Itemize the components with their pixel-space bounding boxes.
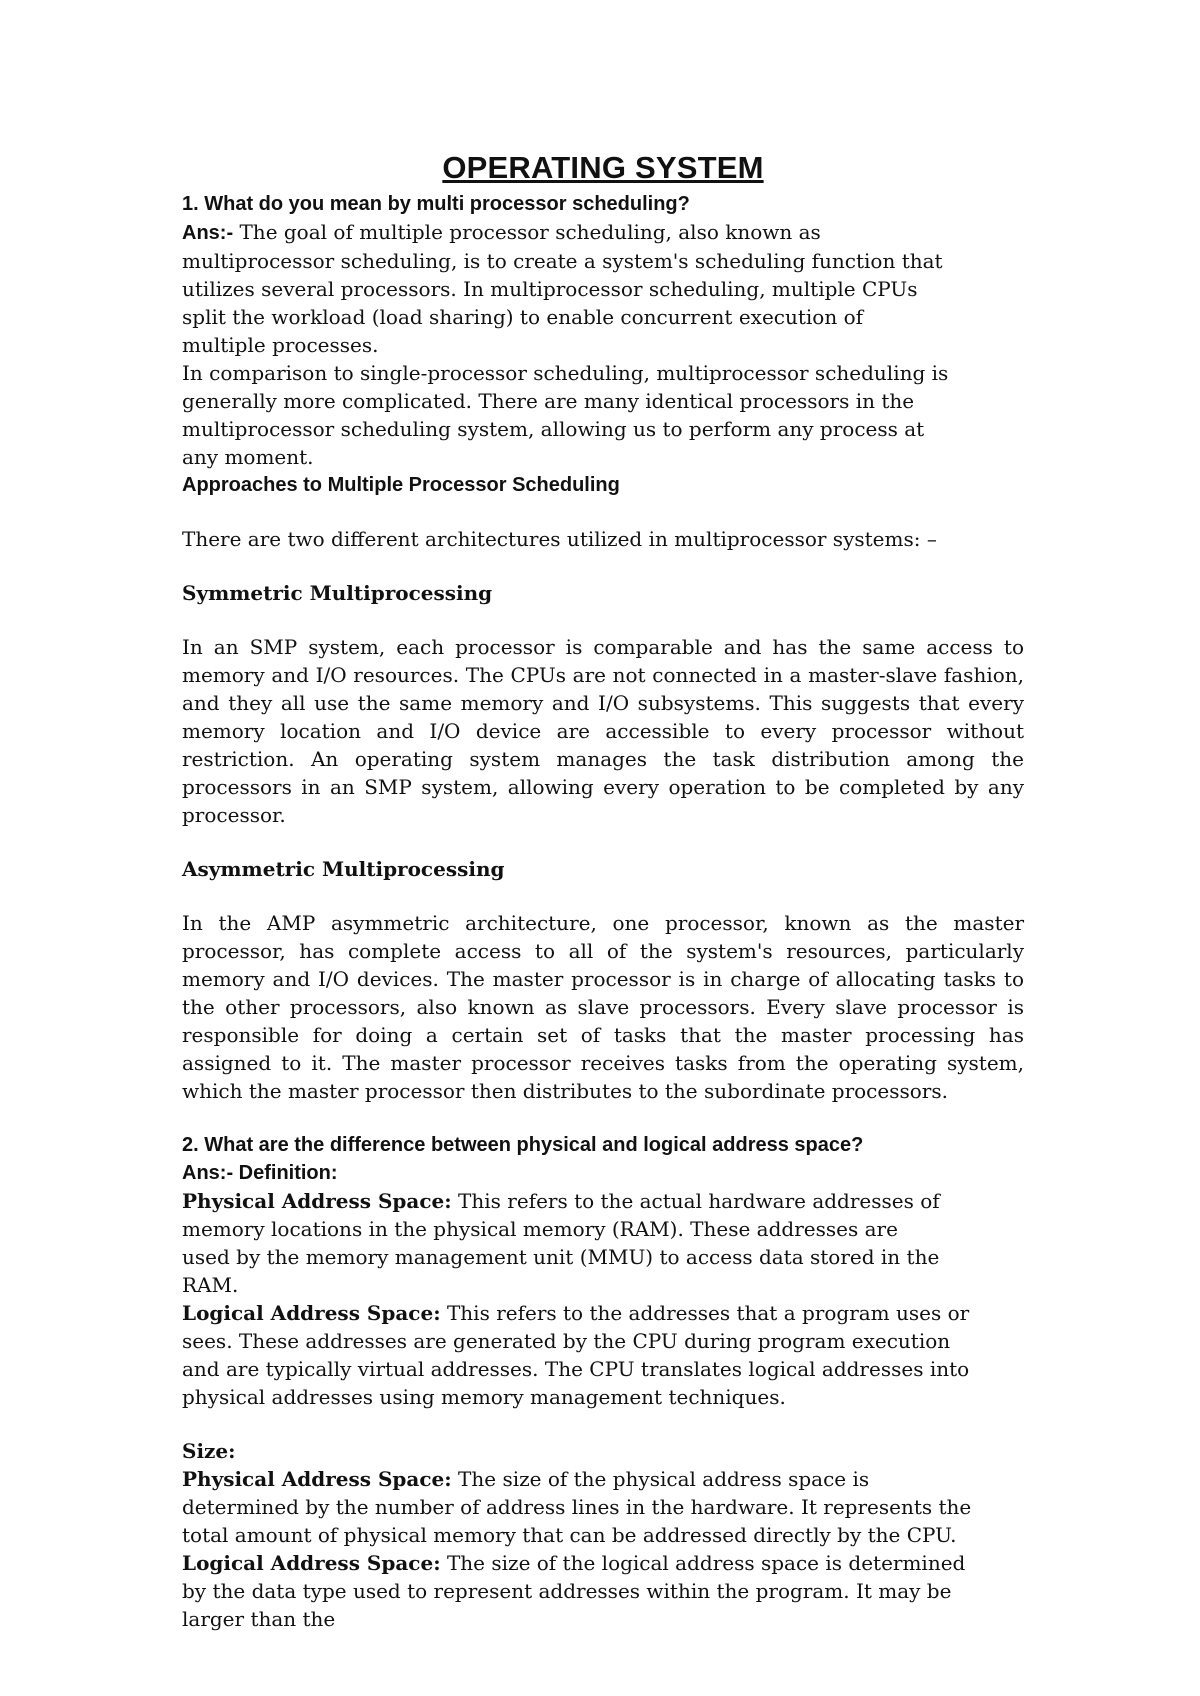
answer-label: Ans:- [182, 222, 234, 244]
q1-answer-para-2: In comparison to single-processor scheduling, multiprocessor scheduling is generally more complicated. There are many identical processors in the multiprocessor scheduling system, allowing us to perform any process at any moment. [182, 361, 949, 469]
size-logical-paragraph [182, 1549, 972, 1633]
size-heading: Size: [182, 1439, 236, 1463]
def-logical-text: This refers to the addresses that a program uses or sees. These addresses are generated by the CPU during program execution and are typically virtual addresses. The CPU translates logical addresses into physical addresses using memory management techniques. [182, 1301, 970, 1409]
page-title: OPERATING SYSTEM [442, 150, 764, 185]
document-content [182, 148, 1024, 1633]
size-physical-paragraph [182, 1465, 972, 1549]
smp-paragraph: In an SMP system, each processor is comparable and has the same access to memory and I/O resources. The CPUs are not connected in a master-slave fashion, and they all use the same memory and I/O subsystems. This suggests that every memory location and I/O device are accessible to every processor without restriction. An operating system manages the task distribution among the processors in an SMP system, allowing every operation to be completed by any processor. [182, 635, 1024, 827]
smp-heading: Symmetric Multiprocessing [182, 581, 493, 605]
spacer [182, 829, 1024, 855]
spacer [182, 1411, 1024, 1437]
q2-answer-definition: Ans:- Definition: [182, 1162, 338, 1184]
q1-answer-text: The goal of multiple processor scheduling, also known as multiprocessor scheduling, is to create a system's scheduling function that utilizes several processors. In multiprocessor scheduling, multiple CPUs split the workload (load sharing) to enable concurrent execution of multiple processes. [182, 220, 943, 357]
size-logical-text: The size of the logical address space is determined by the data type used to represent addresses within the program. It may be larger than the [182, 1551, 966, 1631]
spacer [182, 607, 1024, 633]
spacer [182, 553, 1024, 579]
question-1: 1. What do you mean by multi processor scheduling? [182, 193, 690, 215]
spacer [182, 1105, 1024, 1131]
spacer [182, 883, 1024, 909]
amp-heading: Asymmetric Multiprocessing [182, 857, 505, 881]
q1-answer-para-1 [182, 218, 952, 359]
def-physical-text: This refers to the actual hardware addresses of memory locations in the physical memory (RAM). These addresses are used by the memory management unit (MMU) to access data stored in the RAM. [182, 1189, 940, 1297]
amp-paragraph: In the AMP asymmetric architecture, one processor, known as the master processor, has complete access to all of the system's resources, particularly memory and I/O devices. The master processor is in charge of allocating tasks to the other processors, also known as slave processors. Every slave processor is responsible for doing a certain set of tasks that the master processing has assigned to it. The master processor receives tasks from the operating system, which the master processor then distributes to the subordinate processors. [182, 911, 1024, 1103]
def-logical-paragraph [182, 1299, 972, 1411]
spacer [182, 499, 1024, 525]
def-physical-label: Physical Address Space: [182, 1189, 452, 1213]
def-physical-paragraph [182, 1187, 942, 1299]
architectures-intro: There are two different architectures utilized in multiprocessor systems: – [182, 527, 937, 551]
def-logical-label: Logical Address Space: [182, 1301, 441, 1325]
size-physical-label: Physical Address Space: [182, 1467, 452, 1491]
size-logical-label: Logical Address Space: [182, 1551, 441, 1575]
approaches-heading: Approaches to Multiple Processor Scheduling [182, 474, 620, 496]
size-physical-text: The size of the physical address space is determined by the number of address lines in the hardware. It represents the total amount of physical memory that can be addressed directly by the CPU. [182, 1467, 972, 1547]
question-2: 2. What are the difference between physical and logical address space? [182, 1134, 864, 1156]
